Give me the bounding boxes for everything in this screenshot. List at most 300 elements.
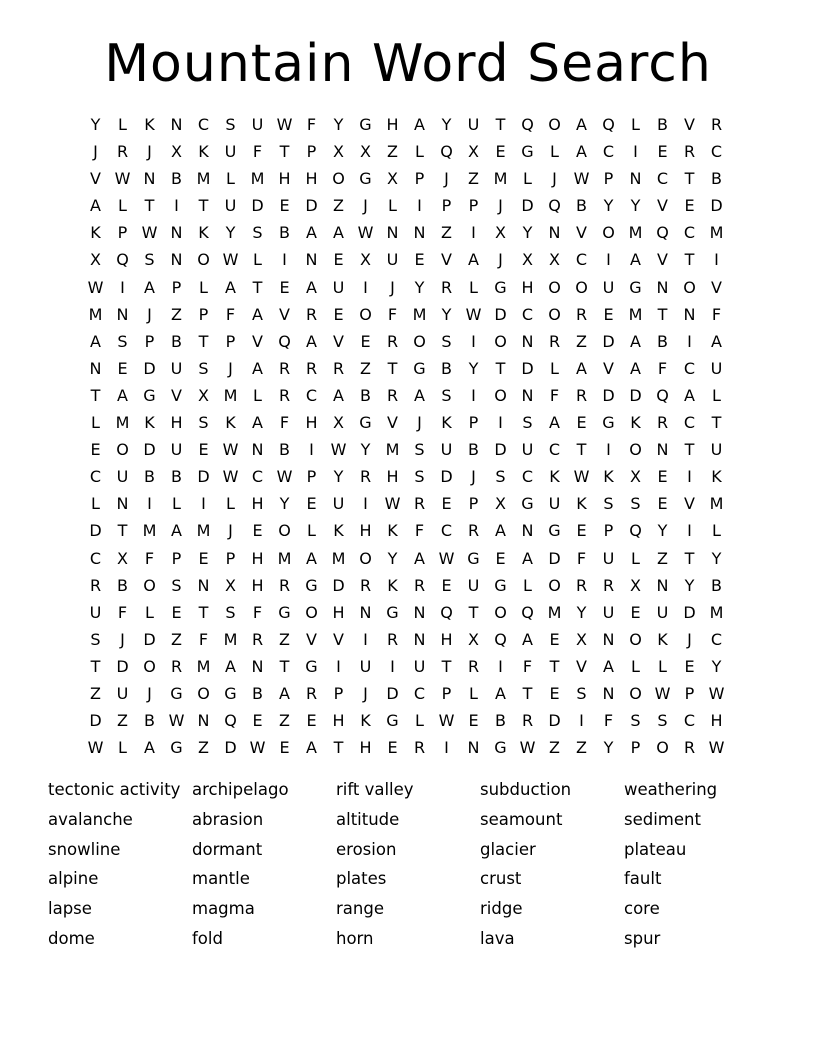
grid-letter: J bbox=[228, 521, 233, 541]
grid-letter: R bbox=[305, 683, 318, 703]
grid-letter: X bbox=[549, 250, 560, 270]
grid-letter: X bbox=[333, 413, 344, 433]
grid-letter: P bbox=[684, 683, 695, 703]
grid-letter: I bbox=[174, 196, 179, 216]
grid-letter: A bbox=[414, 385, 425, 405]
grid-letter: T bbox=[279, 656, 290, 676]
grid-letter: A bbox=[630, 250, 641, 270]
grid-letter: W bbox=[114, 169, 131, 189]
grid-letter: T bbox=[711, 413, 722, 433]
grid-letter: W bbox=[384, 494, 401, 514]
grid-letter: O bbox=[548, 575, 561, 595]
grid-letter: T bbox=[441, 656, 452, 676]
grid-letter: R bbox=[413, 738, 426, 758]
grid-letter: G bbox=[170, 738, 183, 758]
grid-letter: M bbox=[385, 440, 400, 460]
grid-letter: M bbox=[709, 223, 724, 243]
grid-letter: J bbox=[687, 629, 692, 649]
grid-letter: D bbox=[332, 575, 345, 595]
grid-letter: Y bbox=[279, 494, 290, 514]
grid-letter: J bbox=[552, 169, 557, 189]
grid-letter: E bbox=[441, 494, 452, 514]
grid-letter: X bbox=[495, 494, 506, 514]
grid-letter: Y bbox=[657, 521, 668, 541]
grid-letter: X bbox=[198, 385, 209, 405]
grid-letter: C bbox=[89, 548, 102, 568]
grid-letter: S bbox=[117, 331, 128, 351]
grid-letter: Q bbox=[521, 602, 534, 622]
grid-letter: F bbox=[549, 385, 560, 405]
grid-letter: U bbox=[359, 656, 372, 676]
grid-letter: L bbox=[91, 413, 100, 433]
grid-letter: Q bbox=[116, 250, 129, 270]
grid-letter: E bbox=[279, 277, 290, 297]
grid-letter: L bbox=[469, 683, 478, 703]
grid-letter: S bbox=[576, 683, 587, 703]
grid-letter: N bbox=[602, 629, 615, 649]
grid-letter: A bbox=[522, 629, 533, 649]
grid-letter: J bbox=[498, 196, 503, 216]
grid-letter: E bbox=[279, 738, 290, 758]
letter-grid bbox=[82, 111, 730, 761]
word-list-item: subduction bbox=[480, 780, 572, 799]
grid-letter: S bbox=[441, 385, 452, 405]
grid-letter: B bbox=[279, 223, 290, 243]
grid-letter: P bbox=[333, 683, 344, 703]
grid-letter: W bbox=[276, 115, 293, 134]
grid-letter: A bbox=[333, 223, 344, 243]
word-list-item: crust bbox=[480, 869, 522, 889]
grid-letter: Y bbox=[711, 548, 722, 568]
grid-letter: X bbox=[171, 142, 182, 162]
grid-letter: L bbox=[253, 250, 262, 270]
grid-letter: G bbox=[629, 277, 642, 297]
grid-letter: I bbox=[471, 331, 476, 351]
grid-letter: M bbox=[277, 548, 292, 568]
grid-letter: M bbox=[250, 169, 265, 189]
grid-letter: R bbox=[467, 656, 480, 676]
grid-letter: N bbox=[251, 440, 264, 460]
grid-letter: B bbox=[495, 711, 506, 731]
grid-letter: O bbox=[197, 683, 210, 703]
grid-letter: T bbox=[684, 169, 695, 189]
grid-letter: V bbox=[252, 331, 263, 351]
grid-letter: Z bbox=[441, 223, 452, 243]
grid-letter: Q bbox=[548, 196, 561, 216]
grid-letter: E bbox=[387, 738, 398, 758]
grid-letter: Y bbox=[333, 467, 344, 487]
grid-letter: Y bbox=[90, 115, 101, 134]
grid-letter: S bbox=[198, 358, 209, 378]
grid-letter: J bbox=[147, 142, 152, 162]
grid-letter: U bbox=[170, 358, 183, 378]
grid-letter: E bbox=[576, 413, 587, 433]
grid-letter: L bbox=[712, 385, 721, 405]
grid-letter: O bbox=[143, 575, 156, 595]
grid-letter: D bbox=[89, 711, 102, 731]
grid-letter: A bbox=[225, 656, 236, 676]
grid-letter: C bbox=[548, 440, 561, 460]
grid-letter: D bbox=[548, 711, 561, 731]
grid-letter: R bbox=[467, 521, 480, 541]
grid-letter: R bbox=[278, 385, 291, 405]
grid-letter: L bbox=[91, 494, 100, 514]
grid-letter: N bbox=[521, 331, 534, 351]
grid-letter: U bbox=[602, 548, 615, 568]
grid-letter: R bbox=[575, 304, 588, 324]
word-list-item: lapse bbox=[48, 899, 92, 919]
grid-letter: Z bbox=[576, 738, 587, 758]
grid-letter: C bbox=[305, 385, 318, 405]
grid-letter: M bbox=[196, 656, 211, 676]
grid-letter: C bbox=[683, 223, 696, 243]
grid-letter: D bbox=[224, 738, 237, 758]
grid-letter: C bbox=[413, 683, 426, 703]
grid-letter: O bbox=[494, 385, 507, 405]
grid-letter: R bbox=[305, 358, 318, 378]
grid-letter: C bbox=[710, 142, 723, 162]
grid-letter: L bbox=[550, 358, 559, 378]
grid-letter: K bbox=[225, 413, 236, 433]
grid-letter: R bbox=[440, 277, 453, 297]
grid-letter: U bbox=[413, 656, 426, 676]
grid-letter: R bbox=[251, 629, 264, 649]
grid-letter: J bbox=[498, 250, 503, 270]
grid-letter: G bbox=[278, 602, 291, 622]
grid-letter: O bbox=[413, 331, 426, 351]
grid-letter: C bbox=[683, 413, 696, 433]
grid-letter: Z bbox=[576, 331, 587, 351]
grid-letter: Q bbox=[656, 385, 669, 405]
grid-letter: S bbox=[171, 575, 182, 595]
grid-letter: L bbox=[118, 196, 127, 216]
grid-letter: X bbox=[225, 575, 236, 595]
grid-letter: H bbox=[359, 738, 372, 758]
grid-letter: L bbox=[172, 494, 181, 514]
grid-letter: A bbox=[90, 331, 101, 351]
grid-letter: I bbox=[363, 494, 368, 514]
grid-letter: I bbox=[606, 440, 611, 460]
grid-letter: S bbox=[252, 223, 263, 243]
grid-letter: C bbox=[89, 467, 102, 487]
grid-letter: W bbox=[168, 711, 185, 731]
grid-letter: R bbox=[305, 304, 318, 324]
grid-letter: K bbox=[198, 142, 209, 162]
grid-letter: A bbox=[306, 223, 317, 243]
grid-letter: A bbox=[252, 358, 263, 378]
grid-letter: Y bbox=[225, 223, 236, 243]
grid-letter: Y bbox=[522, 223, 533, 243]
word-list-item: abrasion bbox=[192, 809, 264, 829]
grid-letter: D bbox=[683, 602, 696, 622]
grid-letter: M bbox=[196, 169, 211, 189]
grid-letter: O bbox=[359, 548, 372, 568]
grid-letter: O bbox=[494, 331, 507, 351]
grid-letter: N bbox=[656, 440, 669, 460]
grid-letter: P bbox=[171, 277, 182, 297]
grid-letter: T bbox=[387, 358, 398, 378]
grid-letter: I bbox=[606, 250, 611, 270]
grid-letter: L bbox=[253, 385, 262, 405]
grid-letter: U bbox=[521, 440, 534, 460]
grid-letter: O bbox=[116, 440, 129, 460]
grid-letter: N bbox=[548, 223, 561, 243]
grid-letter: O bbox=[305, 602, 318, 622]
grid-letter: E bbox=[198, 548, 209, 568]
grid-letter: E bbox=[360, 331, 371, 351]
grid-letter: E bbox=[441, 575, 452, 595]
grid-letter: N bbox=[170, 115, 183, 134]
grid-letter: F bbox=[387, 304, 398, 324]
grid-letter: M bbox=[709, 494, 724, 514]
word-list-item: spur bbox=[624, 928, 661, 948]
grid-letter: R bbox=[386, 331, 399, 351]
grid-letter: R bbox=[386, 629, 399, 649]
grid-letter: W bbox=[438, 548, 455, 568]
grid-letter: V bbox=[279, 304, 290, 324]
grid-letter: I bbox=[444, 738, 449, 758]
grid-letter: O bbox=[656, 738, 669, 758]
grid-letter: U bbox=[224, 196, 237, 216]
grid-letter: I bbox=[687, 331, 692, 351]
grid-letter: N bbox=[413, 629, 426, 649]
grid-letter: J bbox=[363, 683, 368, 703]
grid-letter: E bbox=[549, 629, 560, 649]
grid-letter: H bbox=[278, 169, 291, 189]
grid-letter: X bbox=[360, 142, 371, 162]
grid-letter: H bbox=[251, 494, 264, 514]
grid-letter: F bbox=[711, 304, 722, 324]
word-list-item: avalanche bbox=[48, 809, 133, 829]
grid-letter: O bbox=[629, 440, 642, 460]
grid-letter: K bbox=[387, 521, 398, 541]
grid-letter: G bbox=[359, 169, 372, 189]
grid-letter: G bbox=[359, 413, 372, 433]
grid-letter: G bbox=[521, 142, 534, 162]
grid-letter: B bbox=[711, 575, 722, 595]
grid-letter: W bbox=[465, 304, 482, 324]
grid-letter: N bbox=[116, 494, 129, 514]
grid-letter: D bbox=[143, 440, 156, 460]
grid-letter: W bbox=[87, 277, 104, 297]
grid-letter: L bbox=[226, 494, 235, 514]
grid-letter: I bbox=[417, 196, 422, 216]
word-list-item: magma bbox=[192, 899, 255, 919]
grid-letter: A bbox=[414, 548, 425, 568]
grid-letter: E bbox=[252, 711, 263, 731]
grid-letter: I bbox=[714, 250, 719, 270]
grid-letter: T bbox=[576, 440, 587, 460]
grid-letter: N bbox=[89, 358, 102, 378]
grid-letter: J bbox=[417, 413, 422, 433]
grid-letter: A bbox=[306, 331, 317, 351]
grid-letter: H bbox=[359, 521, 372, 541]
grid-letter: L bbox=[415, 142, 424, 162]
grid-letter: R bbox=[413, 494, 426, 514]
grid-letter: Z bbox=[549, 738, 560, 758]
grid-letter: F bbox=[306, 115, 317, 134]
grid-letter: F bbox=[117, 602, 128, 622]
grid-letter: A bbox=[576, 115, 587, 134]
grid-letter: T bbox=[684, 440, 695, 460]
grid-letter: U bbox=[602, 602, 615, 622]
grid-letter: B bbox=[360, 385, 371, 405]
grid-letter: K bbox=[576, 494, 587, 514]
grid-letter: Z bbox=[468, 169, 479, 189]
grid-letter: Q bbox=[440, 142, 453, 162]
grid-letter: W bbox=[222, 440, 239, 460]
grid-letter: G bbox=[494, 575, 507, 595]
grid-letter: E bbox=[306, 494, 317, 514]
grid-letter: C bbox=[521, 304, 534, 324]
grid-letter: A bbox=[522, 548, 533, 568]
grid-letter: S bbox=[441, 331, 452, 351]
grid-letter: Q bbox=[656, 223, 669, 243]
grid-letter: X bbox=[117, 548, 128, 568]
grid-letter: L bbox=[631, 656, 640, 676]
grid-letter: T bbox=[198, 196, 209, 216]
grid-letter: U bbox=[440, 440, 453, 460]
grid-letter: H bbox=[386, 467, 399, 487]
grid-letter: F bbox=[252, 142, 263, 162]
grid-letter: Z bbox=[198, 738, 209, 758]
grid-letter: L bbox=[199, 277, 208, 297]
grid-letter: C bbox=[521, 467, 534, 487]
grid-letter: P bbox=[441, 196, 452, 216]
grid-letter: D bbox=[116, 656, 129, 676]
grid-letter: D bbox=[494, 440, 507, 460]
grid-letter: B bbox=[171, 169, 182, 189]
grid-letter: P bbox=[306, 467, 317, 487]
grid-letter: A bbox=[306, 738, 317, 758]
grid-letter: W bbox=[573, 169, 590, 189]
grid-letter: J bbox=[390, 277, 395, 297]
grid-letter: N bbox=[170, 250, 183, 270]
grid-letter: K bbox=[360, 711, 371, 731]
grid-letter: A bbox=[171, 521, 182, 541]
grid-letter: D bbox=[521, 196, 534, 216]
grid-letter: U bbox=[332, 494, 345, 514]
grid-letter: B bbox=[171, 467, 182, 487]
grid-letter: E bbox=[684, 656, 695, 676]
grid-letter: E bbox=[306, 711, 317, 731]
grid-letter: W bbox=[654, 683, 671, 703]
grid-letter: A bbox=[306, 277, 317, 297]
grid-letter: I bbox=[363, 629, 368, 649]
grid-letter: R bbox=[575, 575, 588, 595]
grid-letter: T bbox=[333, 738, 344, 758]
grid-letter: W bbox=[330, 440, 347, 460]
grid-letter: A bbox=[468, 250, 479, 270]
grid-letter: E bbox=[198, 440, 209, 460]
grid-letter: E bbox=[657, 467, 668, 487]
grid-letter: E bbox=[468, 711, 479, 731]
grid-letter: U bbox=[548, 494, 561, 514]
grid-letter: E bbox=[549, 683, 560, 703]
grid-letter: A bbox=[333, 385, 344, 405]
grid-letter: R bbox=[278, 358, 291, 378]
grid-letter: I bbox=[120, 277, 125, 297]
grid-letter: A bbox=[225, 277, 236, 297]
grid-letter: Z bbox=[171, 629, 182, 649]
grid-letter: F bbox=[279, 413, 290, 433]
grid-letter: F bbox=[657, 358, 668, 378]
grid-letter: U bbox=[656, 602, 669, 622]
grid-letter: W bbox=[708, 683, 725, 703]
grid-letter: Y bbox=[333, 115, 344, 134]
grid-letter: O bbox=[629, 683, 642, 703]
grid-letter: I bbox=[687, 521, 692, 541]
grid-letter: X bbox=[468, 629, 479, 649]
grid-letter: D bbox=[440, 467, 453, 487]
grid-letter: S bbox=[198, 413, 209, 433]
grid-letter: T bbox=[549, 656, 560, 676]
grid-letter: P bbox=[468, 196, 479, 216]
word-list-item: plates bbox=[336, 869, 387, 889]
grid-letter: V bbox=[603, 358, 614, 378]
grid-letter: X bbox=[387, 169, 398, 189]
grid-letter: A bbox=[279, 683, 290, 703]
grid-letter: T bbox=[468, 602, 479, 622]
grid-letter: D bbox=[521, 358, 534, 378]
grid-letter: A bbox=[144, 277, 155, 297]
grid-letter: U bbox=[710, 440, 723, 460]
grid-letter: N bbox=[413, 602, 426, 622]
grid-letter: X bbox=[630, 575, 641, 595]
grid-letter: L bbox=[631, 548, 640, 568]
grid-letter: T bbox=[495, 115, 506, 134]
grid-letter: C bbox=[440, 521, 453, 541]
grid-letter: O bbox=[548, 115, 561, 134]
grid-letter: D bbox=[548, 548, 561, 568]
grid-letter: S bbox=[603, 494, 614, 514]
grid-letter: X bbox=[90, 250, 101, 270]
grid-letter: B bbox=[171, 331, 182, 351]
grid-letter: Z bbox=[90, 683, 101, 703]
grid-letter: U bbox=[89, 602, 102, 622]
grid-letter: U bbox=[332, 277, 345, 297]
grid-letter: K bbox=[144, 115, 155, 134]
grid-letter: A bbox=[684, 385, 695, 405]
grid-letter: S bbox=[630, 494, 641, 514]
grid-letter: L bbox=[523, 575, 532, 595]
grid-letter: G bbox=[494, 277, 507, 297]
grid-letter: P bbox=[171, 548, 182, 568]
word-list-item: alpine bbox=[48, 869, 99, 889]
grid-letter: R bbox=[602, 575, 615, 595]
grid-letter: R bbox=[332, 358, 345, 378]
grid-letter: S bbox=[657, 711, 668, 731]
grid-letter: P bbox=[603, 521, 614, 541]
grid-letter: C bbox=[683, 711, 696, 731]
grid-letter: V bbox=[306, 629, 317, 649]
grid-letter: V bbox=[387, 413, 398, 433]
grid-letter: Q bbox=[278, 331, 291, 351]
grid-letter: F bbox=[252, 602, 263, 622]
grid-letter: D bbox=[602, 385, 615, 405]
grid-letter: F bbox=[522, 656, 533, 676]
grid-letter: D bbox=[143, 358, 156, 378]
grid-letter: V bbox=[711, 277, 722, 297]
grid-letter: R bbox=[575, 385, 588, 405]
grid-letter: X bbox=[630, 467, 641, 487]
grid-letter: T bbox=[495, 358, 506, 378]
grid-letter: J bbox=[120, 629, 125, 649]
grid-letter: Y bbox=[603, 738, 614, 758]
grid-letter: E bbox=[576, 521, 587, 541]
word-list-item: fault bbox=[624, 869, 662, 889]
grid-letter: H bbox=[332, 711, 345, 731]
